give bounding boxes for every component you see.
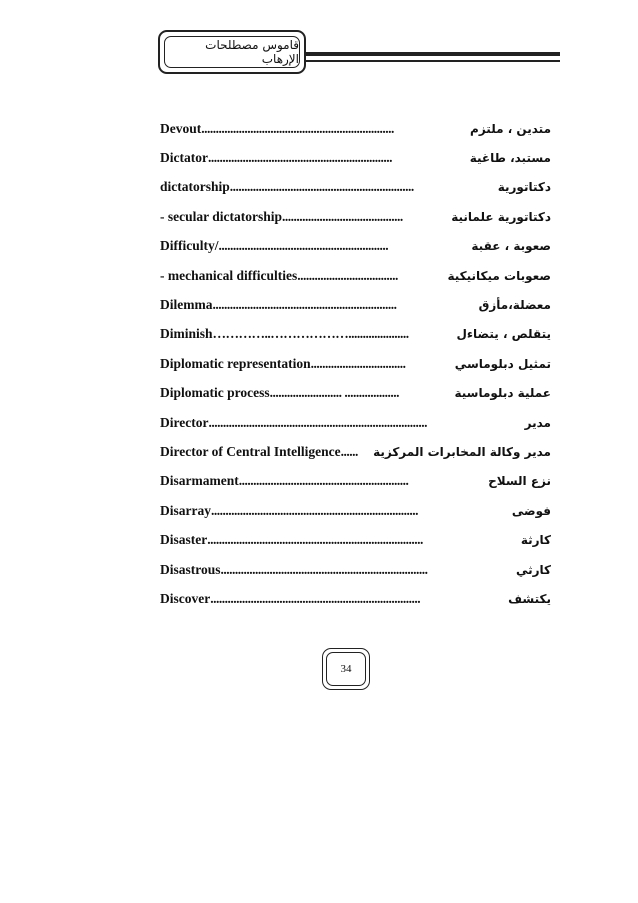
entry-english-term: Disarmament: [160, 473, 239, 489]
glossary-entry: [160, 467, 551, 496]
entry-leader-dots: ........................................................................: [220, 561, 428, 577]
glossary-entry: [160, 349, 551, 378]
entry-english-term: Difficulty/: [160, 238, 219, 254]
glossary-entry: [160, 290, 551, 319]
glossary-entry: [160, 173, 551, 202]
glossary-entry: [160, 114, 551, 143]
entry-arabic-term: تمثيل دبلوماسي: [454, 356, 551, 371]
entry-leader-dots: ............................................................................: [208, 414, 427, 430]
header-title-box: [158, 30, 306, 74]
entry-english-term: Dilemma: [160, 297, 213, 313]
entry-leader-dots: ................................................................: [207, 150, 392, 166]
glossary-entry: [160, 379, 551, 408]
entry-english-term: dictatorship: [160, 179, 230, 195]
entry-english-term: Diplomatic representation: [160, 355, 311, 371]
glossary-entry: [160, 202, 551, 231]
entry-english-term: - mechanical difficulties: [160, 267, 298, 283]
entry-arabic-term: مدير وكالة المخابرات المركزية: [373, 444, 551, 459]
entry-leader-dots: ...................................: [297, 267, 398, 283]
entry-leader-dots: ..........................................: [282, 208, 403, 224]
glossary-entry: [160, 584, 551, 613]
entry-english-term: Diplomatic process: [160, 385, 270, 401]
entry-arabic-term: دكتاتورية: [497, 180, 551, 195]
entry-arabic-term: عملية دبلوماسية: [454, 386, 551, 401]
entry-arabic-term: صعوبات ميكانيكية: [447, 268, 551, 283]
entry-leader-dots: .................................: [310, 355, 406, 371]
entry-arabic-term: مدير: [524, 415, 551, 430]
entry-arabic-term: نزع السلاح: [488, 474, 551, 489]
entry-leader-dots: …………..……………….....................: [212, 326, 409, 342]
entry-english-term: Discover: [160, 590, 211, 606]
entry-english-term: Director: [160, 414, 209, 430]
entry-leader-dots: ...................................................................: [201, 120, 394, 136]
entry-arabic-term: فوضى: [511, 503, 551, 518]
entry-arabic-term: يكتشف: [508, 591, 551, 606]
glossary-entry: [160, 437, 551, 466]
page-number-box: [322, 648, 370, 690]
entry-arabic-term: صعوبة ، عقبة: [471, 239, 551, 254]
glossary-entry: [160, 525, 551, 554]
header-title: قاموس مصطلحات الإرهاب: [164, 36, 300, 68]
glossary-entry: [160, 232, 551, 261]
entry-leader-dots: ................................................................: [229, 179, 414, 195]
entry-arabic-term: يتقلص ، يتضاءل: [456, 327, 551, 342]
entry-leader-dots: ........................................................................: [211, 502, 418, 518]
entry-english-term: Disarray: [160, 502, 211, 518]
page-number: 34: [326, 652, 366, 686]
entry-arabic-term: دكتاتورية علمانية: [451, 209, 551, 224]
glossary-entry: [160, 320, 551, 349]
entry-english-term: Disaster: [160, 532, 208, 548]
entry-leader-dots: ...........................................................: [238, 473, 409, 489]
entry-arabic-term: كارثة: [520, 533, 551, 548]
entry-leader-dots: ......: [340, 443, 358, 459]
entry-english-term: - secular dictatorship: [160, 208, 282, 224]
entry-leader-dots: ................................................................: [212, 297, 397, 313]
entry-arabic-term: متدين ، ملتزم: [470, 121, 551, 136]
entry-english-term: Devout: [160, 120, 202, 136]
entry-leader-dots: ...........................................................................: [207, 532, 423, 548]
glossary-entry: [160, 496, 551, 525]
entry-leader-dots: .........................................................................: [210, 590, 421, 606]
glossary-entry: [160, 408, 551, 437]
entry-leader-dots: ......................... ...................: [269, 385, 399, 401]
entry-english-term: Dictator: [160, 150, 208, 166]
entry-arabic-term: كارثي: [515, 562, 551, 577]
glossary-entries: [160, 114, 551, 614]
glossary-entry: [160, 143, 551, 172]
entry-arabic-term: مستبد، طاغية: [469, 151, 551, 166]
glossary-entry: [160, 555, 551, 584]
entry-english-term: Director of Central Intelligence: [160, 443, 341, 459]
entry-english-term: Disastrous: [160, 561, 221, 577]
glossary-entry: [160, 261, 551, 290]
entry-arabic-term: معضلة،مأزق: [478, 298, 551, 313]
entry-english-term: Diminish: [160, 326, 213, 342]
entry-leader-dots: ...........................................................: [218, 238, 389, 254]
